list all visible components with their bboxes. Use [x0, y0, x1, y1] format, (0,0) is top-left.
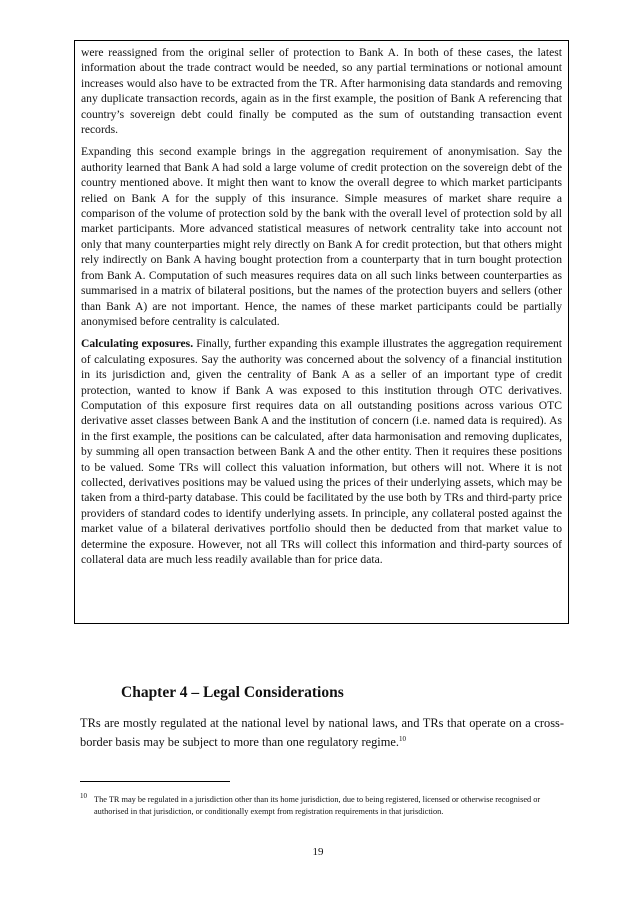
page-number: 19: [312, 846, 324, 858]
footnote-number: 10: [80, 792, 87, 801]
chapter-heading: Chapter 4 – Legal Considerations: [121, 684, 344, 701]
paragraph-text: Finally, further expanding this example illustrates the aggregation requirement of calculating exposures. Say the authority was concerned about the solvency of a financial institution in its jurisdiction and, given the centrality of Bank A as a seller of an important type of credit protection, wanted to know if Bank A was exposed to this institution through OTC derivatives. Computation of this exposure first requires data on all outstanding positions across various OTC derivative asset classes between Bank A and the institution of concern (i.e. named data is required). As in the first example, the positions can be calculated, after data harmonisation and removing duplicates, by summing all open transaction between Bank A and the other entity. Then it requires these positions to be valued. Some TRs will collect this valuation information, but others will not. Where it is not collected, derivatives positions may be valued using the prices of their underlying assets, which may be taken from a third-party database. This could be facilitated by the use both by TRs and third-party price providers of standard codes to identify underlying assets. In principle, any collateral posted against the market value of a bilateral derivatives portfolio should then be deducted from that market value to determine the exposure. However, not all TRs will collect this information and third-party sources of collateral data are much less readily available than for price data.: [81, 337, 562, 566]
intro-text: TRs are mostly regulated at the national level by national laws, and TRs that operate on a cross-border basis may be subject to more than one regulatory regime.: [80, 716, 564, 749]
footnote-text: The TR may be regulated in a jurisdiction other than its home jurisdiction, due to being registered, licensed or otherwise recognised or authorised in that jurisdiction, or conditionally exempt from registration requirements in that jurisdiction.: [94, 795, 541, 816]
box-paragraph-3: [81, 336, 562, 567]
box-paragraph-1: [81, 45, 562, 137]
boxed-text-panel: [74, 40, 569, 624]
chapter-intro-paragraph: [80, 714, 564, 752]
footnote-reference[interactable]: 10: [398, 734, 406, 743]
footnote-divider: [80, 781, 230, 782]
footnote: [80, 794, 564, 818]
paragraph-text: were reassigned from the original seller of protection to Bank A. In both of these cases, the latest information about the trade contract would be needed, so any partial terminations or notional amount increases would also have to be extracted from the TR. After harmonising data standards and removing any duplicate transaction records, again as in the first example, the position of Bank A referencing that country’s sovereign debt could finally be computed as the sum of outstanding transaction event records.: [81, 46, 562, 137]
paragraph-lead: Calculating exposures.: [81, 337, 194, 351]
box-paragraph-2: [81, 144, 562, 329]
paragraph-text: Expanding this second example brings in the aggregation requirement of anonymisation. Say the authority learned that Bank A had sold a large volume of credit protection on the sovereign debt of the country mentioned above. It might then want to know the overall degree to which market participants relied on Bank A for the supply of this insurance. Simple measures of market share require a comparison of the volume of protection sold by the bank with the overall level of protection sold by all market participants. More advanced statistical measures of network centrality take into account not only that many counterparties might rely directly on Bank A for credit protection, but that others might rely indirectly on Bank A having bought protection from a counterparty that in turn bought protection from Bank A. Computation of such measures requires data on all such links between counterparties as summarised in a matrix of bilateral positions, but the names of the protection buyers and sellers (other than Bank A) are not important. Hence, the names of these market participants could be partially anonymised before centrality is calculated.: [81, 145, 562, 328]
